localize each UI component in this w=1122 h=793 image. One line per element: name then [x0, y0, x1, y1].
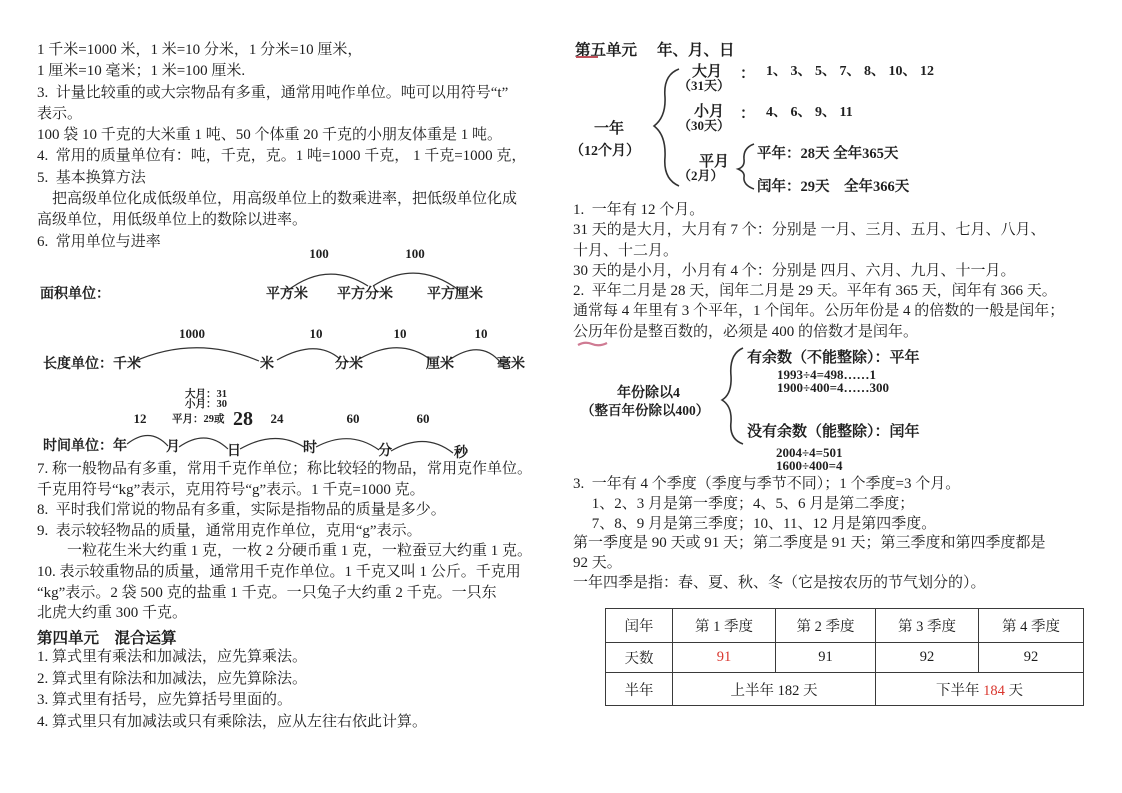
- text-line: 4. 算式里只有加减法或只有乘除法，应从左往右依此计算。: [37, 713, 428, 730]
- second-half-suffix: 天: [1004, 682, 1023, 699]
- unit-name: 平方米: [266, 287, 308, 302]
- table-header-cell: 闰年: [606, 609, 673, 643]
- rate-value: 12: [133, 411, 147, 426]
- text-line: 3. 算式里有括号，应先算括号里面的。: [37, 692, 293, 708]
- text-line: 3. 一年有 4 个季度（季度与季节不同）；1 个季度=3 个月。: [573, 476, 961, 492]
- table-row-label: 半年: [606, 673, 673, 706]
- text-line: 30 天的是小月，小月有 4 个：分别是 四月、六月、九月、十一月。: [573, 262, 1016, 279]
- unit-name: 平方分米: [337, 287, 393, 302]
- table-cell-days-q4: 92: [979, 643, 1084, 673]
- text-line: 4. 常用的质量单位有：吨，千克，克。1 吨=1000 千克， 1 千克=1000 克，: [37, 148, 527, 165]
- arc: [179, 438, 228, 449]
- year-root-sub: （12个月）: [570, 144, 640, 159]
- text-line: 100 袋 10 千克的大米重 1 吨、50 个体重 20 千克的小朋友体重是 1 吨。: [37, 127, 503, 144]
- unit-name: 米: [260, 357, 274, 372]
- table-row-label: 天数: [606, 643, 673, 673]
- colon: ：: [740, 106, 756, 122]
- equation: 1900÷400=4……300: [777, 380, 890, 395]
- month-note: 大月：31: [185, 389, 227, 400]
- section5-title-unit: 第五单元: [575, 42, 638, 59]
- text-line: 2. 算式里有除法和加减法，应先算除法。: [37, 670, 308, 687]
- unit-name: 毫米: [497, 357, 525, 372]
- text-line: 北虎大约重 300 千克。: [37, 605, 188, 622]
- section4-rules: [37, 647, 427, 733]
- left-text-mid: [37, 459, 532, 624]
- text-line: 1. 一年有 12 个月。: [573, 202, 705, 218]
- table-cell-days-q2: 91: [776, 643, 876, 673]
- arc: [449, 350, 501, 363]
- text-line: 表示。: [37, 105, 83, 122]
- text-line: 7、8、9 月是第三季度；10、11、12 月是第四季度。: [573, 515, 937, 532]
- big-month-list: 1、 3、 5、 7、 8、 10、 12: [766, 64, 934, 79]
- unit-name: 秒: [454, 446, 468, 461]
- text-line: 2. 平年二月是 28 天，闰年二月是 29 天。平年有 365 天，闰年有 366 天。: [573, 283, 1057, 300]
- rule-root: 年份除以4: [617, 386, 680, 401]
- table-header-cell: 第 3 季度: [876, 609, 979, 643]
- rate-value: 10: [474, 326, 488, 341]
- flat-month-sub: （2月）: [678, 168, 724, 183]
- second-half-prefix: 下半年: [936, 682, 984, 699]
- text-line: 1 千米=1000 米，1 米=10 分米，1 分米=10 厘米，: [37, 42, 363, 58]
- arc: [359, 348, 431, 360]
- section5-title-name: 年、月、日: [657, 42, 735, 59]
- text-line: 第一季度是 90 天或 91 天；第二季度是 91 天；第三季度和第四季度都是: [573, 535, 1046, 552]
- time-units-label: 时间单位：年: [43, 439, 127, 454]
- rate-value: 100: [309, 246, 329, 261]
- rate-value: 60: [416, 411, 430, 426]
- table-cell-first-half: 上半年 182 天: [673, 673, 876, 706]
- unit-name: 时: [303, 441, 317, 456]
- unit-name: 分米: [335, 357, 363, 372]
- text-line: 6. 常用单位与进率: [37, 233, 161, 250]
- big-brace: [722, 348, 743, 444]
- text-line: 92 天。: [573, 555, 622, 572]
- table-header-cell: 第 2 季度: [776, 609, 876, 643]
- remainder-label: 有余数（不能整除）：平年: [747, 350, 920, 366]
- arc: [316, 439, 379, 450]
- arc: [127, 435, 168, 446]
- rate-value: 10: [309, 326, 323, 341]
- leap-year-rule-diagram: [570, 340, 945, 474]
- arc: [391, 441, 453, 453]
- text-line: 31 天的是大月，大月有 7 个：分别是 一月、三月、五月、七月、八月、: [573, 222, 1046, 239]
- table-cell-days-q1: 91: [673, 643, 776, 673]
- month-note: 平月：29或: [172, 414, 225, 425]
- year-root: 一年: [594, 121, 625, 137]
- table-header-cell: 第 1 季度: [673, 609, 776, 643]
- text-line: 5. 基本换算方法: [37, 169, 146, 186]
- text-line: 十月、十二月。: [573, 242, 679, 259]
- text-line: 9. 表示较轻物品的质量，通常用克作单位，克用“g”表示。: [37, 522, 422, 539]
- small-month: 小月: [694, 104, 725, 120]
- text-line: 把高级单位化成低级单位，用高级单位上的数乘进率，把低级单位化成: [37, 191, 518, 208]
- unit-name: 分: [378, 444, 392, 459]
- units-progression-diagram: [37, 246, 567, 461]
- table-cell-second-half: [876, 673, 1084, 706]
- month-note: 小月：30: [185, 399, 227, 410]
- unit-name: 月: [166, 440, 180, 455]
- common-year-line: 平年：28天 全年365天: [757, 146, 899, 162]
- unit-name: 厘米: [426, 357, 454, 372]
- unit-name: 平方厘米: [427, 287, 483, 302]
- rate-value: 100: [405, 246, 425, 261]
- big-month: 大月: [692, 64, 723, 80]
- rate-value: 1000: [179, 326, 205, 341]
- text-line: 1. 算式里有乘法和加减法，应先算乘法。: [37, 649, 308, 665]
- arc: [277, 349, 340, 360]
- equation: 2004÷4=501: [776, 445, 843, 460]
- text-line: 1 厘米=10 毫米；1 米=100 厘米.: [37, 63, 246, 80]
- rate-value: 24: [270, 411, 284, 426]
- arc: [240, 438, 304, 449]
- length-units-label: 长度单位：千米: [43, 357, 141, 372]
- area-units-label: 面积单位：: [40, 287, 110, 302]
- year-structure-diagram: [570, 55, 955, 203]
- table-header-cell: 第 4 季度: [979, 609, 1084, 643]
- right-text-2: [573, 475, 1046, 594]
- right-text-1: [573, 200, 1064, 342]
- rule-root-sub: （整百年份除以400）: [581, 403, 710, 418]
- text-line: 一粒花生米大约重 1 克，一枚 2 分硬币重 1 克，一粒蚕豆大约重 1 克。: [37, 543, 533, 560]
- colon: ：: [740, 66, 756, 82]
- text-line: 千克用符号“kg”表示，克用符号“g”表示。1 千克=1000 克。: [37, 481, 425, 498]
- text-line: 8. 平时我们常说的物品有多重，实际是指物品的质量是多少。: [37, 502, 446, 519]
- small-brace: [738, 144, 754, 189]
- table-cell-days-q3: 92: [876, 643, 979, 673]
- text-line: 一年四季是指：春、夏、秋、冬（它是按农历的节气划分的）。: [573, 574, 986, 591]
- text-line: 7. 称一般物品有多重，常用千克作单位；称比较轻的物品，常用克作单位。: [37, 461, 533, 477]
- equation: 1600÷400=4: [776, 458, 843, 473]
- text-line: “kg”表示。2 袋 500 克的盐重 1 千克。一只兔子大约重 2 千克。一只东: [37, 584, 497, 601]
- text-line: 10. 表示较重物品的质量，通常用千克作单位。1 千克又叫 1 公斤。千克用: [37, 563, 521, 580]
- month-note-28: 28: [233, 408, 253, 430]
- section4-title: 第四单元 混合运算: [37, 630, 177, 647]
- rate-value: 10: [393, 326, 407, 341]
- text-line: 3. 计量比较重的或大宗物品有多重，通常用吨作单位。吨可以用符号“t”: [37, 84, 509, 101]
- text-line: 高级单位，用低级单位上的数除以进率。: [37, 212, 308, 229]
- leap-year-line: 闰年：29天 全年366天: [757, 179, 910, 195]
- equation: 1993÷4=498……1: [777, 367, 877, 382]
- small-month-list: 4、 6、 9、 11: [766, 105, 853, 120]
- big-month-sub: （31天）: [678, 78, 731, 93]
- small-month-sub: （30天）: [678, 118, 731, 133]
- big-brace: [654, 69, 679, 186]
- arc: [133, 348, 259, 362]
- rate-value: 60: [346, 411, 360, 426]
- unit-name: 日: [227, 444, 241, 459]
- text-line: 公历年份是整百数的，必须是 400 的倍数才是闰年。: [573, 323, 919, 340]
- text-line: 通常每 4 年里有 3 个平年，1 个闰年。公历年份是 4 的倍数的一般是闰年；: [573, 303, 1065, 320]
- left-text-top: [37, 40, 526, 253]
- second-half-days: 184: [983, 682, 1005, 699]
- quarters-table: [605, 608, 1084, 706]
- pink-marker: [578, 343, 607, 346]
- text-line: 1、2、3 月是第一季度；4、5、6 月是第二季度；: [573, 495, 915, 512]
- no-remainder-label: 没有余数（能整除）：闰年: [747, 424, 920, 440]
- flat-month: 平月: [699, 154, 730, 170]
